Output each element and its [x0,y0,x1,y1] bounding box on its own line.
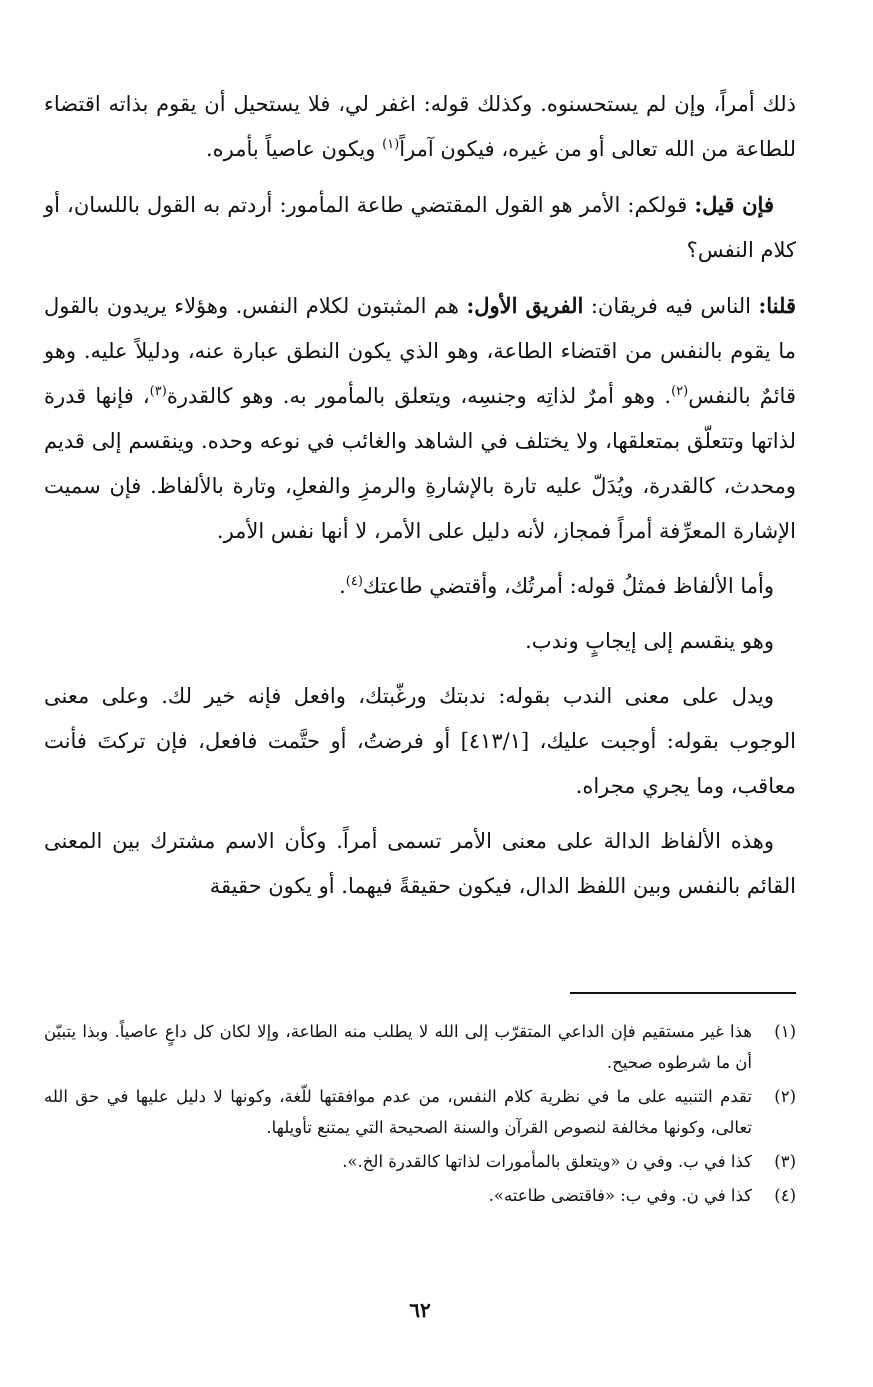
paragraph-text: . [339,574,346,598]
book-page [44,82,796,1342]
paragraph-text: وأما الألفاظ فمثلُ قوله: أمرتُك، وأقتضي طاعتك [362,574,774,598]
paragraph [44,82,796,172]
paragraph-bold: الفريق الأول: [466,293,584,318]
footnote-ref: (٤) [345,574,363,589]
footnote-number: (٣) [774,1152,796,1171]
paragraph-text: قولكم: الأمر هو القول المقتضي طاعة المأمور: أردتم به القول باللسان، أو كلام النفس؟ [44,193,796,262]
paragraph-text: الناس فيه فريقان: [583,294,759,318]
footnote-ref: (٢) [671,384,689,399]
footnote-divider [570,992,796,994]
footnote-ref: (٣) [149,384,167,399]
footnote-text: كذا في ن. وفي ب: «فاقتضى طاعته». [488,1186,752,1205]
paragraph-text: ويدل على معنى الندب بقوله: ندبتك ورغّبتك، وافعل فإنه خير لك. وعلى معنى الوجوب بقوله: أوجبت عليك، [٤١٣/١] أو فرضتُ، أو حتَّمت فافعل، فإن تركتَ فأنت معاقب، وما يجري مجراه. [44,684,796,798]
footnote-number: (٢) [774,1087,796,1106]
footnote-ref: (١) [382,137,400,152]
main-text [44,82,796,909]
footnote-number: (٤) [774,1186,796,1205]
paragraph [44,182,796,273]
paragraph [44,283,796,554]
page-number: ٦٢ [409,1298,431,1322]
footnote [44,1016,796,1078]
footnotes [44,1016,796,1214]
paragraph [44,674,796,809]
paragraph [44,819,796,909]
paragraph [44,619,796,664]
footnote [44,1081,796,1143]
paragraph [44,564,796,609]
paragraph-lead: قلنا: [758,293,796,318]
paragraph-text: وهذه الألفاظ الدالة على معنى الأمر تسمى أمراً. وكأن الاسم مشترك بين المعنى القائم بالنفس وبين اللفظ الدال، فيكون حقيقةً فيهما. أو يكون حقيقة [44,829,796,898]
paragraph-text: ذلك أمراً، وإن لم يستحسنوه. وكذلك قوله: اغفر لي، فلا يستحيل أن يقوم بذاته اقتضاء للطاعة من الله تعالى أو من غيره، فيكون آمراً [44,92,796,161]
footnote [44,1146,796,1177]
paragraph-lead: فإن قيل: [694,192,774,217]
footnote-text: تقدم التنبيه على ما في نظرية كلام النفس، من عدم موافقتها للّغة، وكونها لا دليل عليها في حق الله تعالى، وكونها مخالفة لنصوص القرآن والسنة الصحيحة التي يمتنع تأويلها. [44,1087,752,1137]
footnote-text: هذا غير مستقيم فإن الداعي المتقرّب إلى الله لا يطلب منه الطاعة، وإلا لكان كل داعٍ عاصياً. وبذا يتبيّن أن ما شرطوه صحيح. [44,1022,752,1072]
paragraph-text: ، فإنها قدرة لذاتها وتتعلّق بمتعلقها، ولا يختلف في الشاهد والغائب في نوعه وحده. وينقسم إلى قديم ومحدث، كالقدرة، ويُدَلّ عليه تارة بالإشارةِ والرمزِ والفعلِ، وتارة بالألفاظ. فإن سميت الإشارة المعرِّفة أمراً فمجاز، لأنه دليل على الأمر، لا أنها نفس الأمر. [44,384,796,543]
paragraph-text: هم المثبتون لكلام النفس. وهؤلاء يريدون بالقول ما يقوم بالنفس من اقتضاء الطاعة، وهو الذي يكون النطق عبارة عنه، ودليلاً عليه. وهو قائمٌ بالنفس [44,294,796,408]
footnote-text: كذا في ب. وفي ن «ويتعلق بالمأمورات لذاتها كالقدرة الخ.». [342,1152,752,1171]
paragraph-text: ويكون عاصياً بأمره. [205,137,383,161]
footnote [44,1180,796,1211]
paragraph-text: وهو ينقسم إلى إيجابٍ وندب. [525,629,774,653]
footnote-number: (١) [774,1022,796,1041]
paragraph-text: . وهو أمرٌ لذاتِه وجنسِه، ويتعلق بالمأمور به. وهو كالقدرة [166,384,672,408]
